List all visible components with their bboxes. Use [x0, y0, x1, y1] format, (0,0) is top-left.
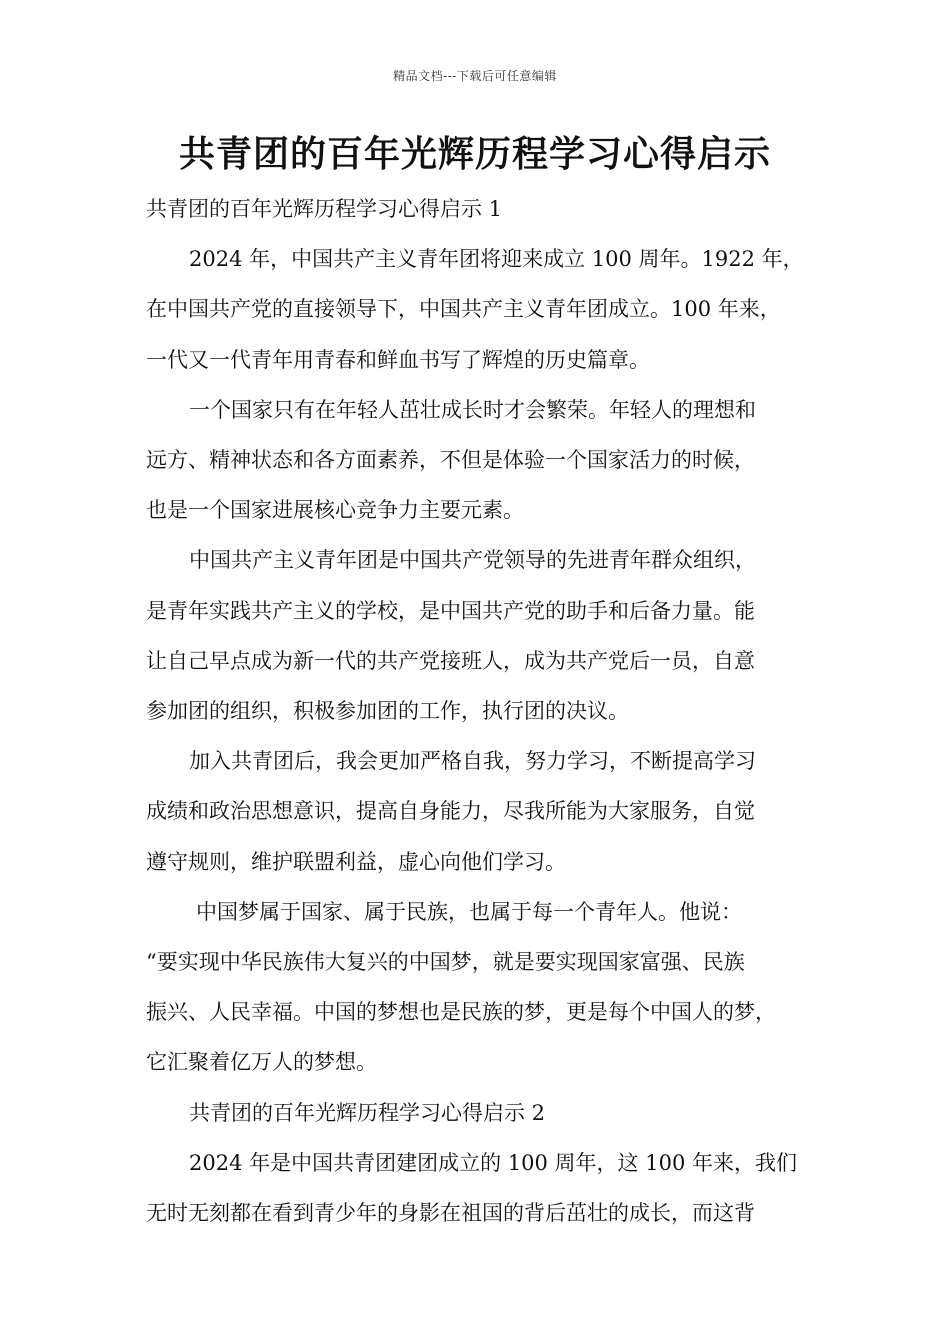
section-heading-1: 共青团的百年光辉历程学习心得启示 1	[146, 197, 503, 221]
paragraph-line: 中国梦属于国家、属于民族，也属于每一个青年人。他说：	[196, 899, 742, 924]
document-body	[146, 184, 826, 1238]
paragraph-line: 振兴、人民幸福。中国的梦想也是民族的梦，更是每个中国人的梦，	[146, 1000, 776, 1025]
paragraph-line: 遵守规则，维护联盟利益，虚心向他们学习。	[146, 849, 566, 874]
header-note: 精品文档---下载后可任意编辑	[393, 69, 557, 83]
paragraph-line: 一个国家只有在年轻人茁壮成长时才会繁荣。年轻人的理想和	[189, 397, 756, 422]
paragraph-line: 参加团的组织，积极参加团的工作，执行团的决议。	[146, 699, 629, 724]
section-heading-2: 共青团的百年光辉历程学习心得启示 2	[189, 1100, 546, 1125]
paragraph-line: 它汇聚着亿万人的梦想。	[146, 1050, 377, 1075]
paragraph-line: 成绩和政治思想意识，提高自身能力，尽我所能为大家服务，自觉	[146, 799, 755, 824]
paragraph-line: 中国共产主义青年团是中国共产党领导的先进青年群众组织，	[189, 548, 756, 573]
paragraph-line: 一代又一代青年用青春和鲜血书写了辉煌的历史篇章。	[146, 347, 650, 372]
paragraph-line: 也是一个国家进展核心竞争力主要元素。	[146, 498, 524, 523]
paragraph-line: 2024 年是中国共青团建团成立的 100 周年，这 100 年来，我们	[189, 1150, 797, 1175]
paragraph-line: 是青年实践共产主义的学校，是中国共产党的助手和后备力量。能	[146, 598, 755, 623]
paragraph-line: 加入共青团后，我会更加严格自我，努力学习，不断提高学习	[189, 749, 756, 774]
document-title: 共青团的百年光辉历程学习心得启示	[178, 134, 771, 175]
paragraph-line: 2024 年，中国共产主义青年团将迎来成立 100 周年。1922 年，	[189, 247, 804, 272]
paragraph-line: 让自己早点成为新一代的共产党接班人，成为共产党后一员，自意	[146, 648, 755, 673]
paragraph-line: 无时无刻都在看到青少年的身影在祖国的背后茁壮的成长，而这背	[146, 1201, 755, 1226]
paragraph-line: 在中国共产党的直接领导下，中国共产主义青年团成立。100 年来，	[146, 297, 781, 322]
paragraph-line: 远方、精神状态和各方面素养，不但是体验一个国家活力的时候，	[146, 448, 755, 473]
paragraph-line: “要实现中华民族伟大复兴的中国梦，就是要实现国家富强、民族	[146, 950, 745, 975]
